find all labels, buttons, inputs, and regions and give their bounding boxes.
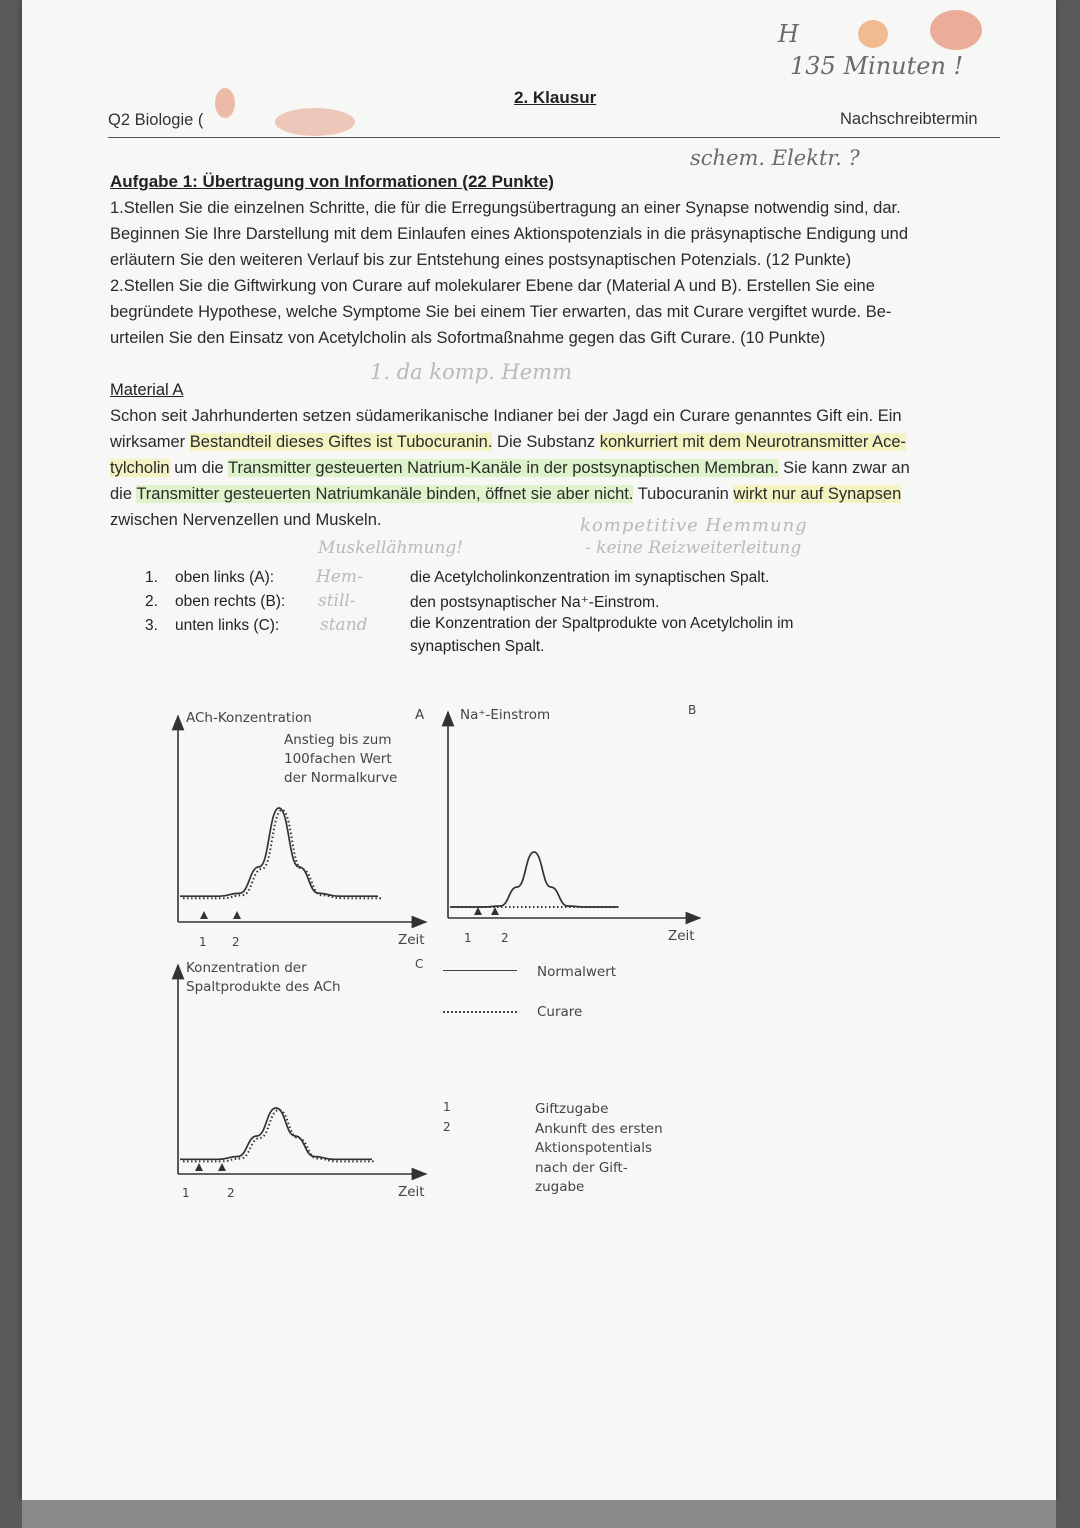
chart-c-series-curare [183,1110,375,1161]
list-position: oben links (A): [175,569,275,586]
chart-a-series-normal [180,808,378,896]
handwritten-note: stand [320,615,368,635]
handwritten-note: Hem- [316,567,363,587]
highlighted-text: Transmitter gesteuerten Natriumkanäle binden, öffnet sie aber nicht. [136,485,634,503]
ylabel-line: Spaltprodukte des ACh [186,979,341,995]
legend-num: 2 [443,1120,451,1134]
text-run: Sie kann zwar an [778,459,910,477]
course-label: Q2 Biologie ( [108,111,204,129]
text-run: um die [169,459,229,477]
handwritten-note: - keine Reizweiterleitung [585,538,802,558]
chart-b-xlabel: Zeit [668,928,695,944]
handwritten-note: kompetitive Hemmung [580,515,808,536]
chart-b-letter: B [688,703,697,717]
legend-line: Aktionspotentials [535,1140,653,1156]
list-position: unten links (C): [175,617,280,634]
annotation-line: der Normalkurve [284,770,398,786]
highlighted-text: Bestandteil dieses Giftes ist Tubocuranin. [189,433,493,451]
legend-num: 1 [443,1100,451,1114]
legend-normal-label: Normalwert [537,964,617,980]
text-run: die [110,485,137,503]
chart-b-series-normal [450,852,618,907]
plot-layer [180,808,621,1161]
question-line: erläutern Sie den weiteren Verlauf bis zur Entstehung eines postsynaptischen Potenzials. (12 Punkte) [110,251,852,269]
legend-line: Ankunft des ersten [535,1120,663,1137]
handwritten-note: 1. da komp. Hemm [370,360,572,384]
list-text: die Konzentration der Spaltprodukte von Acetylcholin im [410,615,794,632]
list-number: 3. [145,617,158,634]
exam-title: 2. Klausur [514,88,597,107]
chart-a-xlabel: Zeit [398,932,425,948]
chart-b-tick: 1 [464,931,472,945]
exam-type: Nachschreibtermin [840,110,978,128]
handwritten-note-h: H [778,20,799,48]
chart-c-event-marker [218,1163,226,1171]
chart-c-event-marker [195,1163,203,1171]
highlighted-text: wirkt nur auf Synapsen [733,485,902,503]
list-number: 1. [145,569,158,586]
legend-curare-label: Curare [537,1004,583,1020]
question-line: urteilen Sie den Einsatz von Acetylcholin als Sofortmaßnahme gegen das Gift Curare. (10 Punkte) [110,329,826,347]
list-text-cont: synaptischen Spalt. [410,638,545,655]
material-line: Schon seit Jahrhunderten setzen südamerikanische Indianer bei der Jagd ein Curare genanntes Gift ein. Ein [110,407,902,425]
task-title: Aufgabe 1: Übertragung von Informationen (22 Punkte) [110,172,554,191]
chart-b-ylabel: Na⁺-Einstrom [460,707,551,723]
handwritten-note: still- [318,591,356,611]
annotation-line: 100fachen Wert [284,751,392,767]
chart-c-series-normal [180,1108,372,1159]
question-line: Beginnen Sie Ihre Darstellung mit dem Einlaufen eines Aktionspotenzials in die präsynaptische Endigung und [110,225,909,243]
chart-a-ylabel: ACh-Konzentration [186,710,312,726]
material-title: Material A [110,381,184,399]
chart-b-event-marker [491,907,499,915]
question-line: 2.Stellen Sie die Giftwirkung von Curare auf molekularer Ebene dar (Material A und B). Erstellen Sie eine [110,277,875,295]
chart-c-tick: 2 [227,1186,235,1200]
chart-a-tick: 1 [199,935,207,949]
ylabel-line: Konzentration der [186,960,307,976]
text-run: Tubocuranin [633,485,734,503]
text-run: Die Substanz [492,433,600,451]
list-text: die Acetylcholinkonzentration im synaptischen Spalt. [410,569,770,586]
handwritten-margin-note: schem. Elektr. ? [690,146,860,170]
legend-line: nach der Gift- [535,1159,628,1176]
text-run: wirksamer [110,433,190,451]
question-line: 1.Stellen Sie die einzelnen Schritte, die für die Erregungsübertragung an einer Synapse notwendig sind, dar. [110,199,901,217]
chart-b-tick: 2 [501,931,509,945]
chart-b-event-marker [474,907,482,915]
legend-line: Giftzugabe [535,1101,609,1117]
highlighted-text: Transmitter gesteuerten Natrium-Kanäle in der postsynaptischen Membran. [228,459,779,477]
question-line: begründete Hypothese, welche Symptome Sie bei einem Tier erwarten, das mit Curare vergiftet wurde. Be- [110,303,892,321]
chart-a-tick: 2 [232,935,240,949]
chart-a-letter: A [415,707,425,723]
chart-c-letter: C [415,957,424,971]
highlighted-text: konkurriert mit dem Neurotransmitter Ace- [599,433,907,451]
chart-a-event-marker [200,911,208,919]
material-line: zwischen Nervenzellen und Muskeln. [110,511,382,529]
list-position: oben rechts (B): [175,593,286,610]
highlighted-text: tylcholin [110,459,170,477]
annotation-line: Anstieg bis zum [284,732,392,748]
chart-a-event-marker [233,911,241,919]
list-number: 2. [145,593,158,610]
chart-a-series-curare [183,810,381,898]
handwritten-note: Muskellähmung! [318,538,464,558]
list-text: den postsynaptischer Na⁺-Einstrom. [410,594,660,611]
handwritten-time-note: 135 Minuten ! [790,52,964,80]
chart-c-xlabel: Zeit [398,1184,425,1200]
chart-c-tick: 1 [182,1186,190,1200]
legend-line: zugabe [535,1179,585,1195]
